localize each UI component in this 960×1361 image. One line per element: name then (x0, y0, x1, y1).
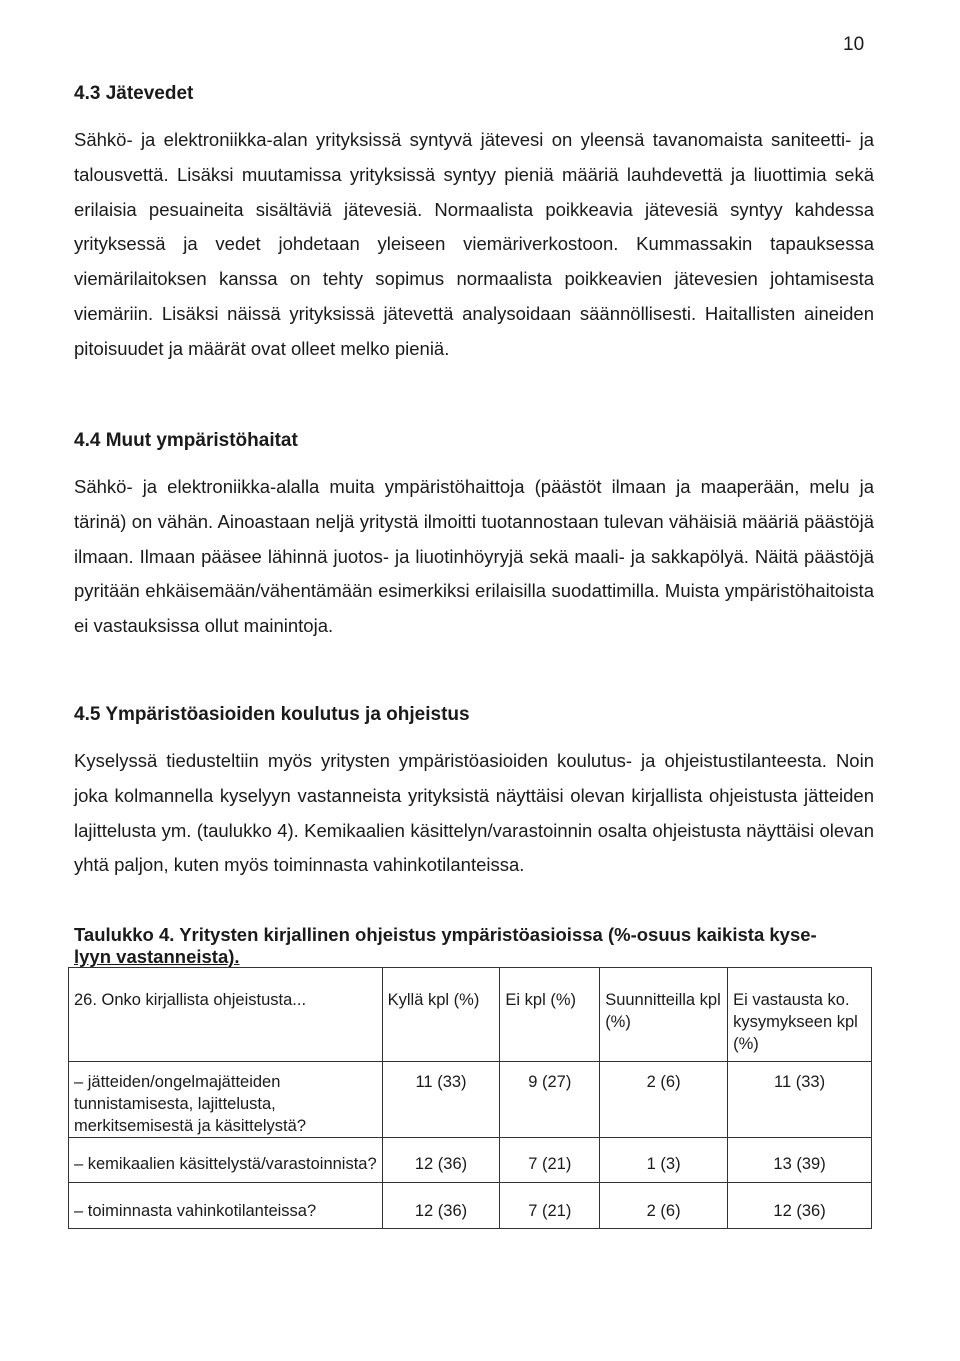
table-header-row (69, 968, 872, 1062)
cell-no-answer: 12 (36) (728, 1183, 872, 1229)
cell-yes: 12 (36) (382, 1183, 500, 1229)
cell-no: 9 (27) (500, 1062, 600, 1138)
section-paragraph: Kyselyssä tiedusteltiin myös yritysten ympäristöasioiden koulutus- ja ohjeistustilanteesta. Noin joka kolmannella kyselyyn vastanneista yrityksistä näyttäisi olevan kirjallista ohjeistusta jätteiden lajittelusta ym. (taulukko 4). Kemikaalien käsittelyn/varastoinnin osalta ohjeistusta näyttäisi olevan yhtä paljon, kuten myös toiminnasta vahinkotilanteissa. (74, 750, 874, 876)
table-caption (74, 924, 874, 968)
cell-planned: 2 (6) (600, 1062, 728, 1138)
header-cell-planned: Suunnitteilla kpl (%) (600, 968, 728, 1062)
table-row (69, 1183, 872, 1229)
header-cell-no-answer: Ei vastausta ko. kysymykseen kpl (%) (728, 968, 872, 1062)
cell-no-answer: 13 (39) (728, 1138, 872, 1183)
table-row (69, 1062, 872, 1138)
guidance-table (68, 967, 872, 1229)
page-number: 10 (843, 34, 865, 55)
section-heading: 4.4 Muut ympäristöhaitat (74, 430, 298, 451)
section-heading: 4.3 Jätevedet (74, 83, 194, 104)
section-4-5 (74, 704, 874, 883)
header-cell-yes: Kyllä kpl (%) (382, 968, 500, 1062)
cell-no-answer: 11 (33) (728, 1062, 872, 1138)
table-caption-line1: Taulukko 4. Yritysten kirjallinen ohjeistus ympäristöasioissa (%-osuus kaikista kyse- (74, 924, 817, 945)
table-row (69, 1138, 872, 1183)
section-paragraph: Sähkö- ja elektroniikka-alalla muita ympäristöhaittoja (päästöt ilmaan ja maaperään, melu ja tärinä) on vähän. Ainoastaan neljä yritystä ilmoitti tuotannostaan tulevan vähäisiä määriä päästöjä ilmaan. Ilmaan pääsee lähinnä juotos- ja liuotinhöyryjä sekä maali- ja sakkapölyä. Näitä päästöjä pyritään ehkäisemään/vähentämään esimerkiksi erilaisilla suodattimilla. Muista ympäristöhaitoista ei vastauksissa ollut mainintoja. (74, 476, 874, 637)
cell-no: 7 (21) (500, 1183, 600, 1229)
section-paragraph: Sähkö- ja elektroniikka-alan yrityksissä syntyvä jätevesi on yleensä tavanomaista saniteetti- ja talousvettä. Lisäksi muutamissa yrityksissä syntyy pieniä määriä lauhdevettä ja liuottimia sekä erilaisia pesuaineita sisältäviä jätevesiä. Normaalista poikkeavia jätevesiä syntyy kahdessa yrityksessä ja vedet johdetaan yleiseen viemäriverkostoon. Kummassakin tapauksessa viemärilaitoksen kanssa on tehty sopimus normaalista poikkeavien jätevesien johtamisesta viemäriin. Lisäksi näissä yrityksissä jätevettä analysoidaan säännöllisesti. Haitallisten aineiden pitoisuudet ja määrät ovat olleet melko pieniä. (74, 129, 874, 359)
header-cell-question: 26. Onko kirjallista ohjeistusta... (69, 968, 383, 1062)
cell-yes: 12 (36) (382, 1138, 500, 1183)
cell-yes: 11 (33) (382, 1062, 500, 1138)
cell-planned: 2 (6) (600, 1183, 728, 1229)
section-4-4 (74, 430, 874, 644)
section-heading: 4.5 Ympäristöasioiden koulutus ja ohjeistus (74, 704, 470, 725)
section-4-3 (74, 83, 874, 367)
row-label: – kemikaalien käsittelystä/varastoinnista? (69, 1138, 383, 1183)
row-label: – toiminnasta vahinkotilanteissa? (69, 1183, 383, 1229)
cell-planned: 1 (3) (600, 1138, 728, 1183)
cell-no: 7 (21) (500, 1138, 600, 1183)
header-cell-no: Ei kpl (%) (500, 968, 600, 1062)
table-caption-line2: lyyn vastanneista). (74, 946, 240, 967)
row-label: – jätteiden/ongelmajätteiden tunnistamisesta, lajittelusta, merkitsemisestä ja käsittelystä? (69, 1062, 383, 1138)
